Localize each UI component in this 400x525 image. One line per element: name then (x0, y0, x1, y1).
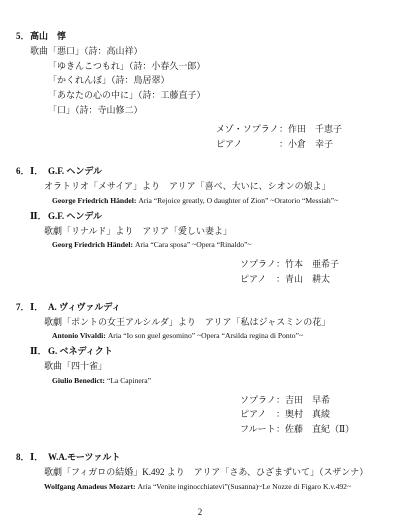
item-heading (16, 29, 400, 44)
piece-numeral: Ⅰ． (30, 301, 44, 312)
piece-numeral: Ⅱ． (30, 346, 47, 357)
song-line: 「あなたの心の中に」（詩：工藤直子） (48, 90, 206, 101)
song-title: 「悪口」（詩：高山祥） (48, 45, 143, 56)
item-number: 7． (16, 301, 30, 312)
item-heading (16, 164, 400, 179)
composer-name-en: Wolfgang Amadeus Mozart: (44, 481, 136, 491)
title-en: Aria “Rejoice greatly, O daughter of Zion” ~Oratorio “Messiah”~ (138, 195, 339, 205)
program-item-8 (0, 450, 400, 494)
performer-role: メゾ・ソプラノ (216, 123, 279, 134)
piece-title-ja: 歌劇「ポントの女王アルシルダ」より アリア「私はジャスミンの花」 (44, 316, 331, 327)
performer-role: ソプラノ (240, 394, 276, 405)
performer-name: 青山 耕太 (285, 273, 331, 284)
program-item-7 (0, 300, 400, 437)
performer-list (0, 393, 400, 437)
performer-role: フルート (240, 424, 276, 435)
separator: ： (276, 273, 286, 284)
composer-name: 高山 惇 (30, 31, 67, 41)
composer-name: W.A.モーツァルト (48, 451, 121, 462)
program-item-5 (0, 29, 400, 151)
program-item-6 (0, 164, 400, 286)
performer-line (240, 272, 400, 287)
piece-title-en (52, 329, 400, 344)
song-line (30, 44, 400, 59)
title-en: Aria “Io son guel gesomino” ~Opera “Arsilda regina di Ponto”~ (107, 331, 304, 341)
item-number: 6． (16, 166, 30, 177)
item-number: 5． (16, 31, 30, 41)
performer-line (240, 407, 400, 422)
piece-title-ja: 歌曲「四十雀」 (44, 360, 108, 371)
piece-title-en (52, 194, 400, 209)
performer-name: 竹本 亜希子 (285, 259, 340, 270)
separator: ： (276, 394, 286, 405)
piece-heading (30, 344, 400, 359)
piece-numeral: Ⅰ． (30, 166, 44, 177)
composer-name: G.F. ヘンデル (48, 210, 102, 221)
performer-name: 作田 千恵子 (288, 123, 343, 134)
song-line: 「口」（詩：寺山修二） (48, 104, 143, 115)
title-en: Aria “Cara sposa” ~Opera “Rinaldo”~ (134, 240, 252, 250)
piece-title-ja: 歌劇「リナルド」より アリア「愛しい妻よ」 (44, 225, 233, 236)
separator: ： (279, 123, 289, 134)
title-en: “La Capinera” (106, 375, 152, 385)
composer-name: G. ベネディクト (48, 346, 113, 357)
piece-heading (30, 209, 400, 224)
composer-name-en: Giulio Benedict: (52, 375, 105, 385)
genre-label: 歌曲 (30, 45, 49, 56)
song-line: 「かくれんぼ」（詩：鳥居翠） (48, 75, 170, 86)
performer-line (240, 422, 400, 437)
performer-role: ソプラノ (240, 259, 276, 270)
composer-name-en: Antonio Vivaldi: (52, 331, 106, 341)
performer-list (0, 122, 400, 152)
composer-name: G.F. ヘンデル (48, 166, 102, 177)
performer-name: 佐藤 直紀（Ⅱ） (285, 424, 355, 435)
performer-line (240, 393, 400, 408)
performer-list (0, 257, 400, 287)
separator: ： (276, 409, 286, 420)
piece-title-en (44, 480, 400, 495)
composer-name: A. ヴィヴァルディ (48, 301, 121, 312)
separator: ： (276, 259, 286, 270)
performer-name: 奥村 真綾 (285, 409, 331, 420)
piece-title-en (52, 238, 400, 253)
composer-name-en: George Friedrich Händel: (52, 195, 137, 205)
piece-title-en (52, 374, 400, 389)
performer-name: 吉田 早希 (285, 394, 331, 405)
piece-numeral: Ⅰ． (30, 451, 44, 462)
composer-name-en: Georg Friedrich Händel: (52, 240, 133, 250)
title-en: Aria “Venite inginocchiatevi”(Susanna)~Le Nozze di Figaro K.v.492~ (137, 481, 352, 491)
item-heading (16, 450, 400, 465)
performer-line (240, 257, 400, 272)
separator: ： (279, 138, 289, 149)
item-heading (16, 300, 400, 315)
performer-line (216, 122, 400, 137)
performer-name: 小倉 幸子 (288, 138, 334, 149)
performer-role: ピアノ (240, 409, 267, 420)
page-number: 2 (197, 507, 203, 517)
item-number: 8． (16, 451, 30, 462)
piece-title-ja: オラトリオ「メサイア」より アリア「喜べ、大いに、シオンの娘よ」 (44, 181, 331, 192)
performer-role: ピアノ (240, 273, 267, 284)
separator: ： (276, 424, 286, 435)
performer-role: ピアノ (216, 138, 243, 149)
song-line: 「ゆきんこつもれ」（詩：小春久一郎） (48, 60, 206, 71)
piece-title-ja: 歌劇「フィガロの結婚」K.492 より アリア「さあ、ひざまずいて」（スザンナ） (44, 466, 369, 477)
performer-line (216, 137, 400, 152)
piece-numeral: Ⅱ． (30, 210, 47, 221)
